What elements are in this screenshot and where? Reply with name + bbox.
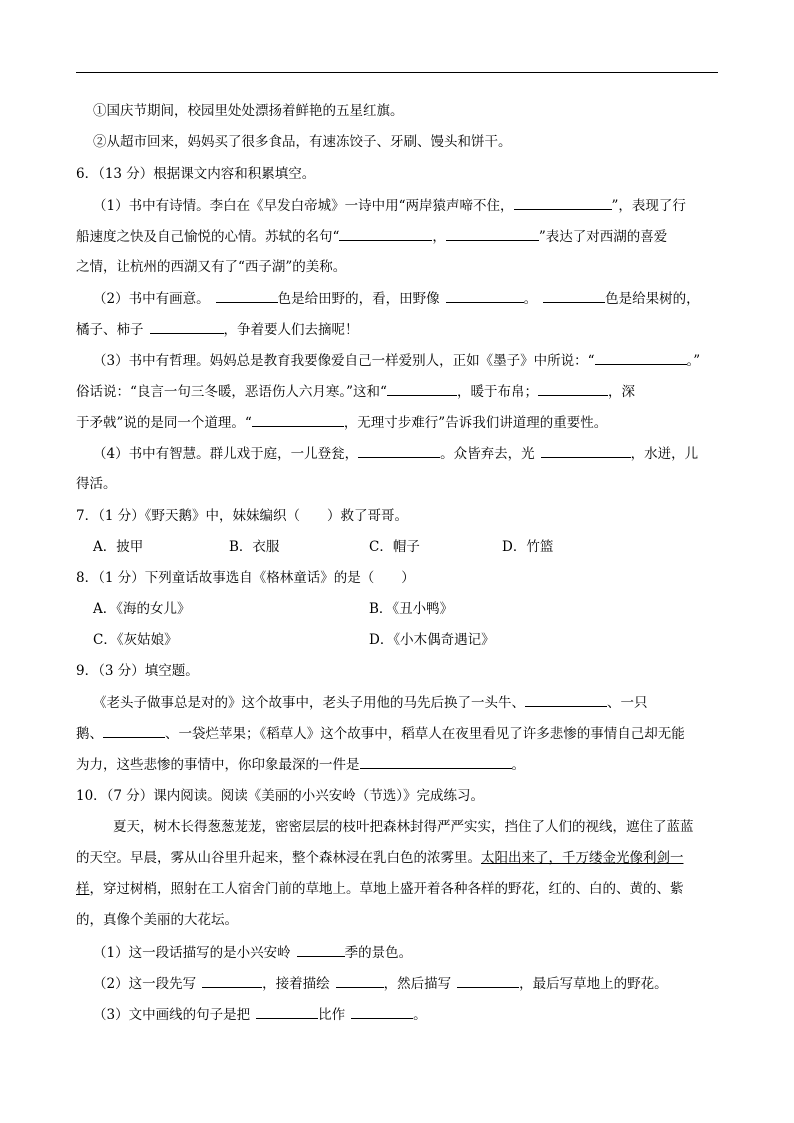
answer-blank[interactable] (339, 226, 432, 241)
q6-part2-line2 (76, 319, 359, 340)
q10-passage-line2 (76, 848, 684, 868)
q10-passage-line3 (76, 879, 684, 899)
answer-blank[interactable] (541, 443, 631, 458)
q6-text: 于矛戟”说的是同一个道理。“ (76, 415, 252, 431)
q10-text: （3）文中画线的句子是把 (93, 1007, 251, 1023)
q10-text: ，穿过树梢，照射在工人宿舍门前的草地上。草地上盛开着各种各样的野花，红的、白的、黄的、紫 (89, 881, 684, 897)
q6-heading: 6．（13 分）根据课文内容和积累填空。 (76, 166, 316, 182)
q6-text: （3）书中有哲理。妈妈总是教育我要像爱自己一样爱别人，正如《墨子》中所说：“ (93, 353, 595, 369)
q6-text: ， (432, 229, 446, 245)
answer-blank[interactable] (543, 288, 605, 303)
q6-text: ，水迸，儿 (630, 446, 699, 462)
q6-part1-line1 (93, 195, 686, 216)
q6-part4-line1 (93, 443, 698, 464)
q8-heading: 8．（1 分）下列童话故事选自《格林童话》的是（ ） (76, 570, 415, 586)
q6-part3-line2 (76, 381, 635, 402)
answer-blank[interactable] (336, 973, 384, 988)
q8-option-b[interactable]: B．《丑小鸭》 (369, 601, 454, 617)
answer-blank[interactable] (202, 973, 262, 988)
answer-blank[interactable] (351, 1004, 413, 1019)
answer-blank[interactable] (446, 288, 524, 303)
q6-part1-line2 (76, 226, 667, 247)
q10-sub1 (93, 942, 412, 963)
answer-blank[interactable] (103, 723, 165, 738)
q7-option-b[interactable]: B．衣服 (229, 539, 280, 555)
q8-option-d[interactable]: D．《小木偶奇遇记》 (369, 632, 495, 648)
q6-text: ，深 (607, 384, 635, 400)
answer-blank[interactable] (538, 381, 608, 396)
q6-text: 。众皆弃去，光 (440, 446, 535, 462)
q10-sub2 (93, 973, 668, 994)
q10-text: 的天空。早晨，雾从山谷里升起来，整个森林浸在乳白色的浓雾里。 (76, 850, 481, 866)
q6-text: 。 (523, 291, 538, 307)
q9-text: 为力，这些悲惨的事情中，你印象最深的一件是 (76, 757, 360, 773)
q10-heading: 10．（7 分）课内阅读。阅读《美丽的小兴安岭（节选）》完成练习。 (76, 788, 485, 804)
underlined-sentence: 太阳出来了，千万缕金光像利剑一 (481, 850, 684, 866)
answer-blank[interactable] (514, 195, 612, 210)
q6-part1-line3: 之情，让杭州的西湖又有了“西子湖”的美称。 (76, 259, 347, 275)
q6-text: ”，表现了行 (611, 198, 686, 214)
q10-text: ，最后写草地上的野花。 (519, 976, 668, 992)
q10-text: ，接着描绘 (262, 976, 330, 992)
q10-sub3 (93, 1004, 427, 1025)
q7-option-c[interactable]: C．帽子 (369, 539, 420, 555)
q10-text: （1）这一段话描写的是小兴安岭 (93, 945, 291, 961)
q6-part4-line2: 得活。 (76, 476, 117, 492)
q6-text: （2）书中有画意。 (93, 291, 210, 307)
q6-text: 色是给田野的，看，田野像 (277, 291, 440, 307)
answer-blank[interactable] (446, 226, 539, 241)
answer-blank[interactable] (216, 288, 278, 303)
q6-text: 俗话说：“良言一句三冬暖，恶语伤人六月寒。”这和“ (76, 384, 387, 400)
q6-part2-line1 (93, 288, 700, 309)
q6-text: ，暖于布帛； (456, 384, 538, 400)
answer-blank[interactable] (387, 381, 457, 396)
underlined-sentence-end: 样 (76, 881, 90, 897)
answer-blank[interactable] (256, 1004, 318, 1019)
answer-blank[interactable] (360, 754, 512, 769)
answer-blank[interactable] (595, 350, 687, 365)
answer-blank[interactable] (150, 319, 224, 334)
q6-text: （1）书中有诗情。李白在《早发白帝城》一诗中用“两岸猿声啼不住， (93, 198, 514, 214)
q10-text: 季的景色。 (344, 945, 413, 961)
q6-text: （4）书中有智慧。群儿戏于庭，一儿登瓮， (93, 446, 359, 462)
q6-part3-line1 (93, 350, 700, 371)
q9-line3 (76, 754, 525, 775)
q10-text: ，然后描写 (383, 976, 452, 992)
q6-part3-line3 (76, 412, 607, 433)
q6-text: 。” (686, 353, 701, 369)
q8-option-a[interactable]: A．《海的女儿》 (93, 601, 191, 617)
answer-blank[interactable] (358, 443, 440, 458)
q10-passage-line4: 的，真像个美丽的大花坛。 (76, 912, 238, 928)
q10-text: （2）这一段先写 (93, 976, 197, 992)
answer-blank[interactable] (457, 973, 519, 988)
q7-heading: 7．（1 分）《野天鹅》中，妹妹编织（ ）救了哥哥。 (76, 508, 408, 524)
q6-text: 色是给果树的， (605, 291, 700, 307)
q6-text: 船速度之快及自己愉悦的心情。苏轼的名句“ (76, 229, 340, 245)
answer-blank[interactable] (297, 942, 345, 957)
carry-item-1: ①国庆节期间，校园里处处漂扬着鲜艳的五星红旗。 (93, 103, 404, 119)
q6-text: 橘子、柿子 (76, 322, 144, 338)
carry-item-2: ②从超市回来，妈妈买了很多食品，有速冻饺子、牙刷、馒头和饼干。 (93, 134, 512, 150)
q9-line1 (93, 692, 648, 713)
q8-option-c[interactable]: C．《灰姑娘》 (93, 632, 178, 648)
q6-text: ，争着要人们去摘呢！ (223, 322, 359, 338)
q10-passage-line1: 夏天，树木长得葱葱茏茏，密密层层的枝叶把森林封得严严实实，挡住了人们的视线，遮住了蓝蓝 (113, 819, 694, 835)
q7-option-a[interactable]: A．披甲 (93, 539, 144, 555)
answer-blank[interactable] (252, 412, 344, 427)
q9-text: 鹅、 (76, 726, 103, 742)
answer-blank[interactable] (525, 692, 607, 707)
q9-heading: 9．（3 分）填空题。 (76, 663, 199, 679)
q9-text: 、一只 (607, 695, 648, 711)
q9-line2 (76, 723, 685, 744)
q9-text: 。 (511, 757, 525, 773)
q6-text: ”表达了对西湖的喜爱 (538, 229, 668, 245)
header-rule (76, 72, 718, 73)
q9-text: 《老头子做事总是对的》这个故事中，老头子用他的马先后换了一头牛、 (93, 695, 525, 711)
q10-text: 。 (413, 1007, 427, 1023)
q6-text: ，无理寸步难行”告诉我们讲道理的重要性。 (343, 415, 608, 431)
q9-text: 、一袋烂苹果；《稻草人》这个故事中，稻草人在夜里看见了许多悲惨的事情自己却无能 (165, 726, 685, 742)
q7-option-d[interactable]: D．竹篮 (502, 539, 554, 555)
q10-text: 比作 (318, 1007, 346, 1023)
